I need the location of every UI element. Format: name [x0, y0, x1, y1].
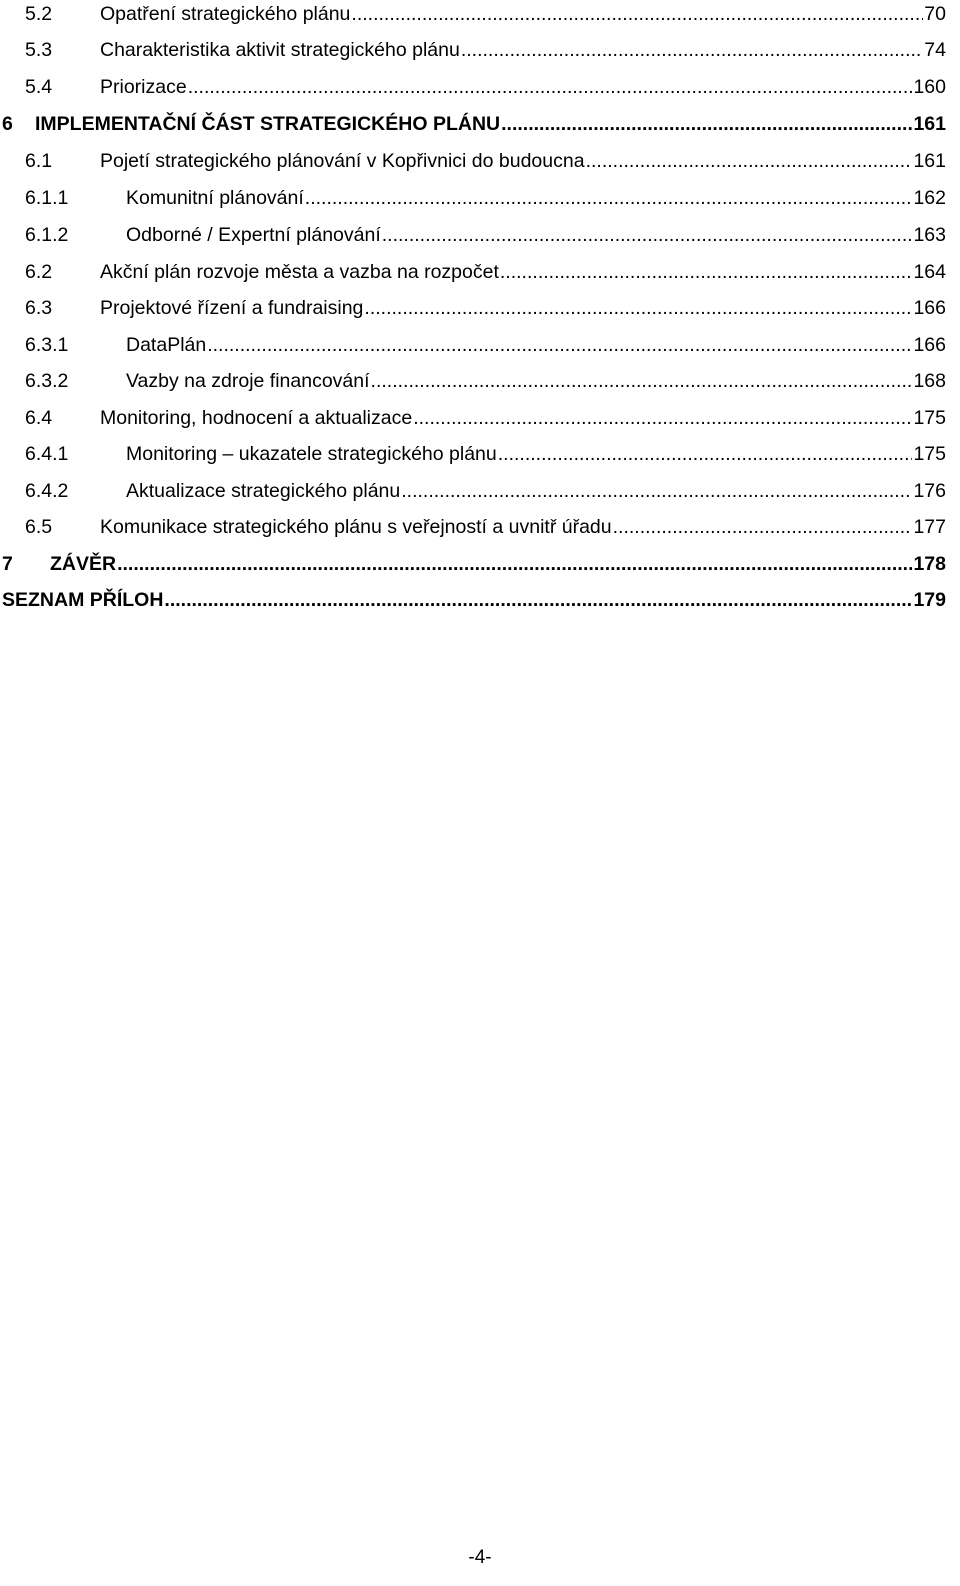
toc-entry-page: 161: [913, 113, 946, 135]
toc-leader-dots: [371, 369, 913, 393]
toc-entry-number: 6.2: [25, 261, 53, 283]
toc-leader-dots: [401, 479, 912, 503]
toc-leader-dots: [498, 442, 913, 466]
toc-entry[interactable]: [25, 479, 946, 503]
toc-entry-number: 5.3: [25, 39, 53, 61]
toc-entry-page: 175: [913, 443, 946, 465]
toc-entry-page: 175: [913, 407, 946, 429]
toc-leader-dots: [305, 186, 913, 210]
toc-entry[interactable]: [2, 112, 946, 136]
toc-entry-title: Monitoring, hodnocení a aktualizace: [100, 407, 413, 429]
toc-entry[interactable]: [25, 515, 946, 539]
toc-entry-title: Opatření strategického plánu: [100, 3, 351, 25]
toc-entry-title: Odborné / Expertní plánování: [126, 224, 381, 246]
toc-entry-page: 160: [913, 76, 946, 98]
toc-entry-number: 6: [2, 113, 13, 135]
toc-leader-dots: [364, 296, 912, 320]
toc-entry-page: 179: [913, 589, 946, 611]
toc-leader-dots: [382, 223, 913, 247]
toc-entry-title: Komunikace strategického plánu s veřejností a uvnitř úřadu: [100, 516, 612, 538]
toc-leader-dots: [117, 552, 912, 576]
toc-leader-dots: [501, 112, 912, 136]
toc-entry[interactable]: [25, 296, 946, 320]
toc-entry-number: 6.1: [25, 150, 53, 172]
toc-entry-page: 166: [913, 297, 946, 319]
toc-entry-title: Vazby na zdroje financování: [126, 370, 370, 392]
toc-entry-page: 177: [913, 516, 946, 538]
toc-entry-page: 161: [913, 150, 946, 172]
toc-entry-page: 162: [913, 187, 946, 209]
toc-entry-page: 74: [924, 39, 946, 61]
toc-entry-title: Komunitní plánování: [126, 187, 304, 209]
toc-entry-title: SEZNAM PŘÍLOH: [2, 589, 164, 611]
toc-entry-title: ZÁVĚR: [50, 553, 117, 575]
toc-entry[interactable]: [25, 223, 946, 247]
toc-entry-title: Monitoring – ukazatele strategického plánu: [126, 443, 497, 465]
toc-entry-number: 6.3.1: [25, 334, 69, 356]
toc-entry-page: 164: [913, 261, 946, 283]
toc-entry-number: 6.4: [25, 407, 53, 429]
toc-leader-dots: [613, 515, 913, 539]
toc-entry-number: 6.5: [25, 516, 53, 538]
toc-entry-number: 5.4: [25, 76, 53, 98]
toc-entry-page: 178: [913, 553, 946, 575]
toc-entry-number: 6.1.1: [25, 187, 69, 209]
toc-entry-page: 166: [913, 334, 946, 356]
toc-entry-number: 6.4.2: [25, 480, 69, 502]
toc-entry-number: 6.3.2: [25, 370, 69, 392]
toc-entry-title: Priorizace: [100, 76, 187, 98]
toc-entry[interactable]: [25, 369, 946, 393]
toc-entry[interactable]: [25, 2, 946, 26]
toc-entry-number: 6.3: [25, 297, 53, 319]
toc-entry[interactable]: [25, 406, 946, 430]
toc-entry[interactable]: [25, 333, 946, 357]
toc-leader-dots: [586, 149, 913, 173]
toc-entry-page: 168: [913, 370, 946, 392]
toc-entry[interactable]: [2, 552, 946, 576]
toc-entry-title: Charakteristika aktivit strategického plánu: [100, 39, 460, 61]
toc-leader-dots: [461, 38, 923, 62]
toc-entry-title: IMPLEMENTAČNÍ ČÁST STRATEGICKÉHO PLÁNU: [35, 113, 501, 135]
toc-entry[interactable]: [25, 186, 946, 210]
toc-entry-number: 6.4.1: [25, 443, 69, 465]
toc-leader-dots: [413, 406, 912, 430]
toc-entry-number: 5.2: [25, 3, 53, 25]
toc-entry[interactable]: [2, 588, 946, 612]
toc-entry[interactable]: [25, 442, 946, 466]
toc-entry-page: 163: [913, 224, 946, 246]
toc-entry[interactable]: [25, 260, 946, 284]
toc-entry-page: 176: [913, 480, 946, 502]
toc-leader-dots: [188, 75, 913, 99]
toc-entry[interactable]: [25, 38, 946, 62]
toc-leader-dots: [351, 2, 923, 26]
toc-entry-title: Aktualizace strategického plánu: [126, 480, 401, 502]
toc-entry[interactable]: [25, 149, 946, 173]
toc-entry[interactable]: [25, 75, 946, 99]
page-number: -4-: [468, 1547, 492, 1568]
toc-entry-title: DataPlán: [126, 334, 207, 356]
toc-entry-title: Pojetí strategického plánování v Kopřivnici do budoucna: [100, 150, 585, 172]
toc-entry-number: 7: [2, 553, 13, 575]
toc-entry-title: Projektové řízení a fundraising: [100, 297, 364, 319]
toc-entry-page: 70: [924, 3, 946, 25]
toc-entry-title: Akční plán rozvoje města a vazba na rozpočet: [100, 261, 499, 283]
toc-leader-dots: [207, 333, 912, 357]
toc-entry-number: 6.1.2: [25, 224, 69, 246]
toc-leader-dots: [500, 260, 913, 284]
toc-leader-dots: [164, 588, 912, 612]
